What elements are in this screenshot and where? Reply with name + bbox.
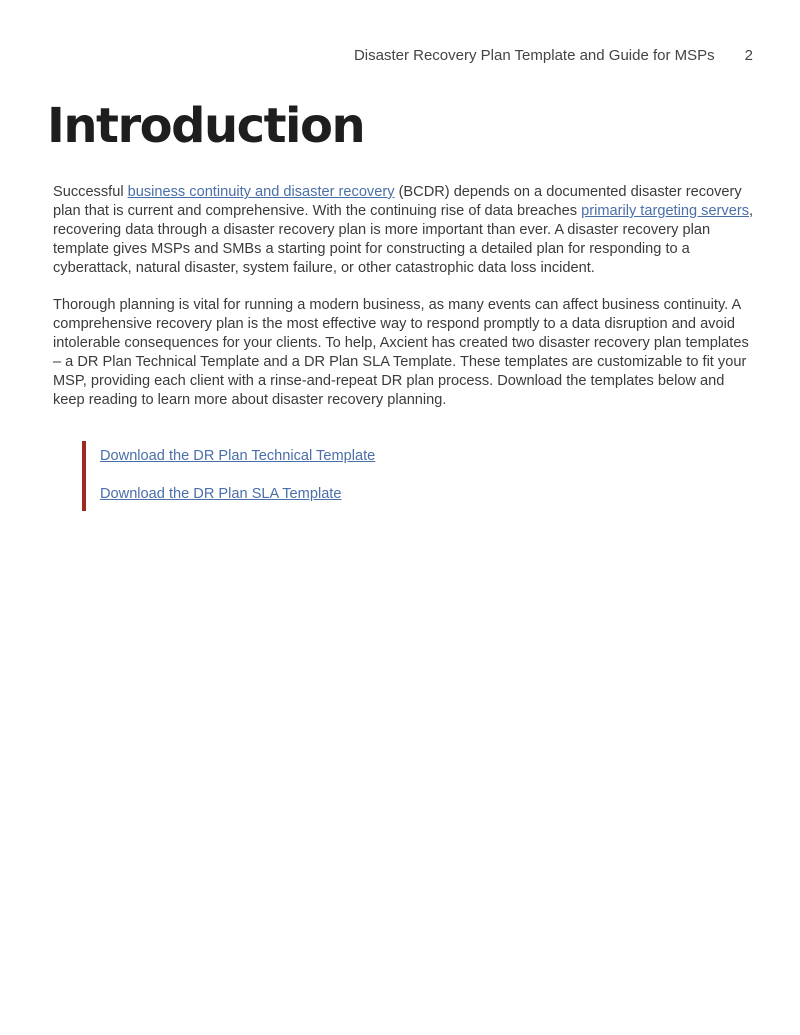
page-number: 2 — [744, 47, 753, 64]
paragraph-1-text-a: Successful — [53, 184, 128, 200]
body-text — [53, 183, 755, 428]
bcdr-link[interactable]: business continuity and disaster recovery — [127, 184, 395, 200]
paragraph-1-text-c: , recovering data through a disaster recovery plan is more important than ever. A disaster recovery plan template gives MSPs and SMBs a starting point for constructing a detailed plan for responding to a cyberattack, natural disaster, system failure, or other catastrophic data loss incident. — [53, 203, 754, 276]
document-title: Disaster Recovery Plan Template and Guide for MSPs — [353, 47, 715, 64]
intro-paragraph-2: Thorough planning is vital for running a modern business, as many events can affect business continuity. A comprehensive recovery plan is the most effective way to respond promptly to a data disruption and avoid intolerable consequences for your clients. To help, Axcient has created two disaster recovery plan templates – a DR Plan Technical Template and a DR Plan SLA Template. These templates are customizable to fit your MSP, providing each client with a rinse-and-repeat DR plan process. Download the templates below and keep reading to learn more about disaster recovery planning. — [53, 297, 749, 408]
intro-paragraph-1 — [53, 183, 755, 278]
targeting-servers-link[interactable]: primarily targeting servers — [581, 203, 749, 219]
download-callout — [82, 441, 482, 511]
download-technical-template-link[interactable]: Download the DR Plan Technical Template — [100, 448, 376, 464]
page-header — [0, 47, 753, 64]
paragraph-1-text-b: (BCDR) depends on a documented disaster recovery plan that is current and comprehensive. With the continuing rise of data breaches — [53, 184, 742, 219]
section-title: Introduction — [47, 98, 365, 154]
download-sla-template-link[interactable]: Download the DR Plan SLA Template — [100, 486, 342, 502]
